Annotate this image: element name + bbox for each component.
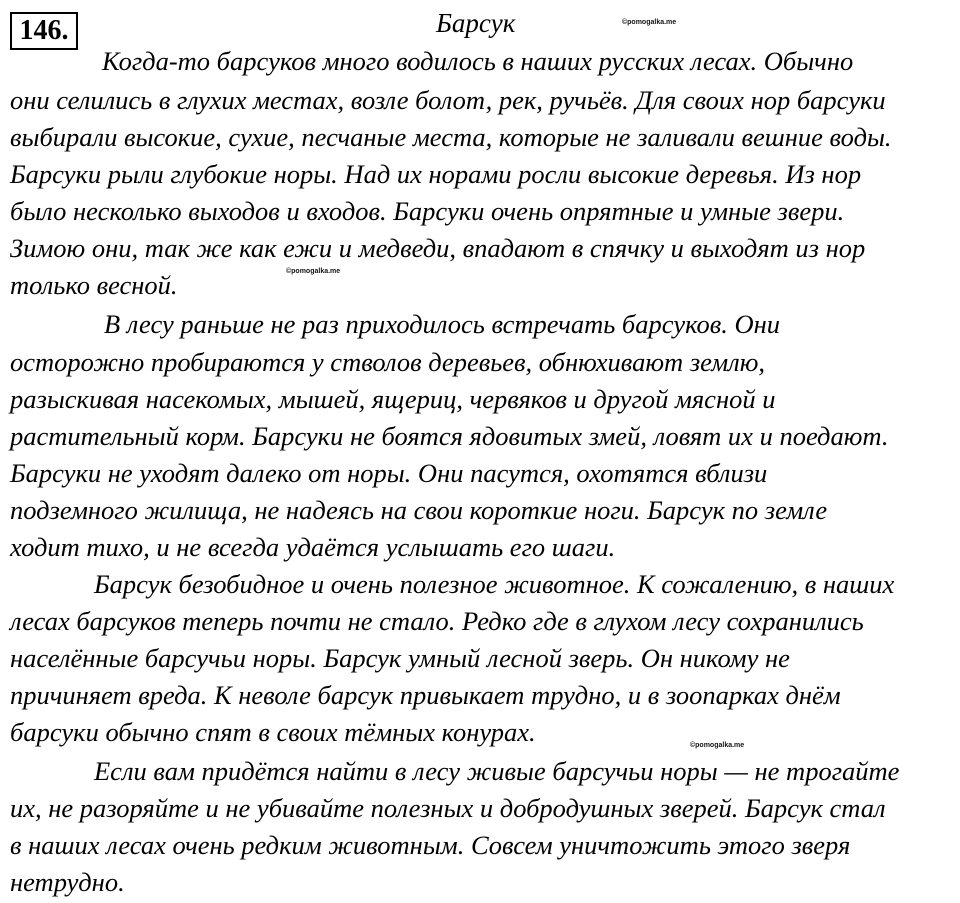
text-line: их, не разоряйте и не убивайте полезных и добродушных зверей. Барсук стал xyxy=(10,793,886,823)
text-line: лесах барсуков теперь почти не стало. Редко где в глухом лесу сохранились xyxy=(10,606,864,636)
text-line: Если вам придётся найти в лесу живые барсучьи норы — не трогайте xyxy=(94,756,900,786)
text-line: Зимою они, так же как ежи и медведи, впадают в спячку и выходят из нор xyxy=(10,233,866,263)
watermark: ©pomogalka.me xyxy=(690,742,745,749)
text-line: в наших лесах очень редким животным. Совсем уничтожить этого зверя xyxy=(10,830,851,860)
text-line: растительный корм. Барсуки не боятся ядовитых змей, ловят их и поедают. xyxy=(10,421,889,451)
text-line: нетрудно. xyxy=(10,867,125,897)
text-line: Барсуки рыли глубокие норы. Над их норами росли высокие деревья. Из нор xyxy=(10,159,862,189)
text-line: населённые барсучьи норы. Барсук умный лесной зверь. Он никому не xyxy=(10,643,790,673)
text-line: выбирали высокие, сухие, песчаные места, которые не заливали вешние воды. xyxy=(10,122,892,152)
text-line: только весной. xyxy=(10,270,178,300)
text-line: Барсуки не уходят далеко от норы. Они пасутся, охотятся вблизи xyxy=(10,458,768,488)
watermark: ©pomogalka.me xyxy=(622,19,677,26)
text-line: Барсук безобидное и очень полезное животное. К сожалению, в наших xyxy=(94,569,895,599)
text-line: причиняет вреда. К неволе барсук привыкает трудно, и в зоопарках днём xyxy=(10,680,841,710)
watermark: ©pomogalka.me xyxy=(286,268,341,275)
text-line: они селились в глухих местах, возле болот, рек, ручьёв. Для своих нор барсуки xyxy=(10,85,886,115)
text-line: осторожно пробираются у стволов деревьев, обнюхивают землю, xyxy=(10,347,766,377)
exercise-number: 146. xyxy=(10,12,78,50)
text-title: Барсук xyxy=(436,8,516,38)
text-line: Когда-то барсуков много водилось в наших русских лесах. Обычно xyxy=(102,46,854,76)
text-line: было несколько выходов и входов. Барсуки очень опрятные и умные звери. xyxy=(10,196,845,226)
text-line: разыскивая насекомых, мышей, ящериц, червяков и другой мясной и xyxy=(10,384,776,414)
text-line: ходит тихо, и не всегда удаётся услышать его шаги. xyxy=(10,532,616,562)
text-line: барсуки обычно спят в своих тёмных конурах. xyxy=(10,717,536,747)
text-line: подземного жилища, не надеясь на свои короткие ноги. Барсук по земле xyxy=(10,495,828,525)
text-line: В лесу раньше не раз приходилось встречать барсуков. Они xyxy=(104,309,781,339)
